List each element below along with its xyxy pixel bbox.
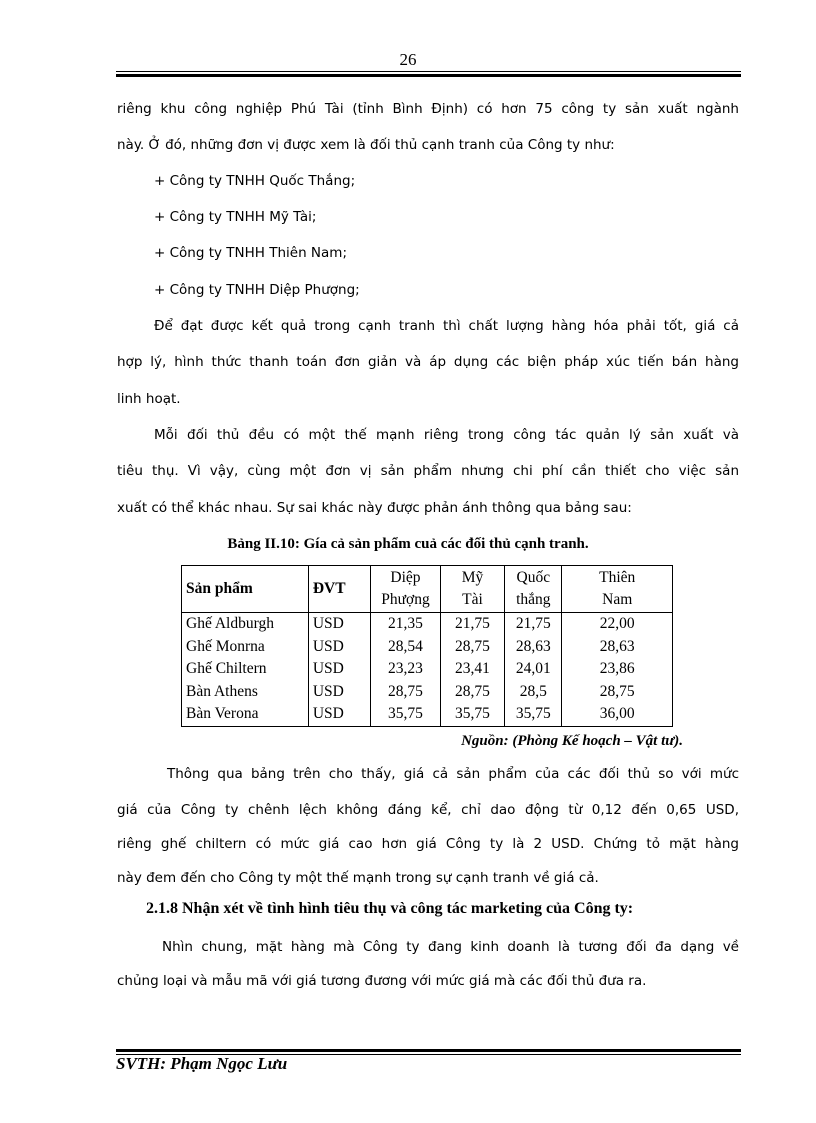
unit-cell: USD — [308, 681, 370, 704]
paragraph-line: linh hoạt. — [117, 391, 181, 407]
header-thien-nam — [562, 566, 673, 613]
table-row — [182, 658, 673, 681]
paragraph-line: Nhìn chung, mặt hàng mà Công ty đang kinh doanh là tương đối đa dạng về — [162, 939, 739, 955]
paragraph-line: hợp lý, hình thức thanh toán đơn giản và áp dụng các biện pháp xúc tiến bán hàng — [117, 354, 739, 370]
price-cell: 21,75 — [440, 613, 504, 636]
header-text: Diệp — [390, 569, 421, 586]
header-text: Thiên — [599, 569, 636, 586]
price-cell: 35,75 — [371, 703, 441, 726]
header-text: Phượng — [381, 591, 430, 608]
header-my-tai — [440, 566, 504, 613]
table-row — [182, 636, 673, 659]
product-cell: Bàn Verona — [182, 703, 309, 726]
paragraph-line: xuất có thể khác nhau. Sự sai khác này được phản ánh thông qua bảng sau: — [117, 500, 632, 516]
paragraph-line: chủng loại và mẫu mã với giá tương đương với mức giá mà các đối thủ đưa ra. — [117, 973, 647, 989]
paragraph-line: Thông qua bảng trên cho thấy, giá cả sản phẩm của các đối thủ so với mức — [167, 766, 739, 782]
paragraph-line: này. Ở đó, những đơn vị được xem là đối thủ cạnh tranh của Công ty như: — [117, 137, 615, 153]
paragraph-line: giá của Công ty chênh lệch không đáng kể, chỉ dao động từ 0,12 đến 0,65 USD, — [117, 802, 739, 818]
product-cell: Ghế Monrna — [182, 636, 309, 659]
table-row — [182, 703, 673, 726]
table-row — [182, 613, 673, 636]
price-cell: 28,54 — [371, 636, 441, 659]
price-cell: 28,75 — [440, 636, 504, 659]
list-item: + Công ty TNHH Quốc Thắng; — [154, 173, 356, 189]
price-cell: 28,63 — [562, 636, 673, 659]
price-cell: 24,01 — [505, 658, 562, 681]
price-cell: 21,35 — [371, 613, 441, 636]
product-cell: Ghế Aldburgh — [182, 613, 309, 636]
paragraph-line: tiêu thụ. Vì vậy, cùng một đơn vị sản phẩm nhưng chi phí cần thiết cho việc sản — [117, 463, 739, 479]
price-cell: 28,75 — [440, 681, 504, 704]
header-quoc-thang — [505, 566, 562, 613]
table-header-row — [182, 566, 673, 613]
page-number: 26 — [399, 50, 417, 69]
unit-cell: USD — [308, 658, 370, 681]
product-cell: Ghế Chiltern — [182, 658, 309, 681]
price-cell: 36,00 — [562, 703, 673, 726]
table-row — [182, 681, 673, 704]
header-text: Tài — [462, 591, 483, 608]
price-cell: 28,75 — [562, 681, 673, 704]
header-text: Mỹ — [461, 569, 484, 586]
header-text: thắng — [516, 591, 551, 608]
price-cell: 28,75 — [371, 681, 441, 704]
header-product: Sản phẩm — [182, 566, 309, 613]
price-cell: 28,63 — [505, 636, 562, 659]
paragraph-line: Mỗi đối thủ đều có một thế mạnh riêng trong công tác quản lý sản xuất và — [154, 427, 739, 443]
header-text: Quốc — [516, 569, 551, 586]
price-cell: 23,86 — [562, 658, 673, 681]
list-item: + Công ty TNHH Thiên Nam; — [154, 245, 347, 261]
header-text: Nam — [602, 591, 633, 608]
unit-cell: USD — [308, 703, 370, 726]
table-source: Nguồn: (Phòng Kế hoạch – Vật tư). — [461, 733, 683, 749]
price-cell: 35,75 — [505, 703, 562, 726]
header-diep-phuong — [371, 566, 441, 613]
paragraph-line: Để đạt được kết quả trong cạnh tranh thì chất lượng hàng hóa phải tốt, giá cả — [154, 318, 739, 334]
price-cell: 35,75 — [440, 703, 504, 726]
section-heading: 2.1.8 Nhận xét về tình hình tiêu thụ và công tác marketing của Công ty: — [146, 900, 634, 917]
price-cell: 22,00 — [562, 613, 673, 636]
paragraph-line: riêng ghế chiltern có mức giá cao hơn giá Công ty là 2 USD. Chứng tỏ mặt hàng — [117, 836, 739, 852]
table-caption: Bảng II.10: Gía cả sản phẩm cuả các đối thủ cạnh tranh. — [227, 536, 589, 552]
paragraph-line: riêng khu công nghiệp Phú Tài (tỉnh Bình Định) có hơn 75 công ty sản xuất ngành — [117, 101, 739, 117]
price-table — [181, 565, 673, 727]
product-cell: Bàn Athens — [182, 681, 309, 704]
header-rule — [116, 71, 741, 77]
price-cell: 23,41 — [440, 658, 504, 681]
paragraph-line: này đem đến cho Công ty một thế mạnh trong sự cạnh tranh về giá cả. — [117, 870, 599, 886]
header-unit: ĐVT — [308, 566, 370, 613]
list-item: + Công ty TNHH Diệp Phượng; — [154, 282, 360, 298]
list-item: + Công ty TNHH Mỹ Tài; — [154, 209, 317, 225]
price-cell: 23,23 — [371, 658, 441, 681]
price-cell: 21,75 — [505, 613, 562, 636]
footer-author: SVTH: Phạm Ngọc Lưu — [116, 1054, 288, 1073]
price-cell: 28,5 — [505, 681, 562, 704]
unit-cell: USD — [308, 613, 370, 636]
unit-cell: USD — [308, 636, 370, 659]
